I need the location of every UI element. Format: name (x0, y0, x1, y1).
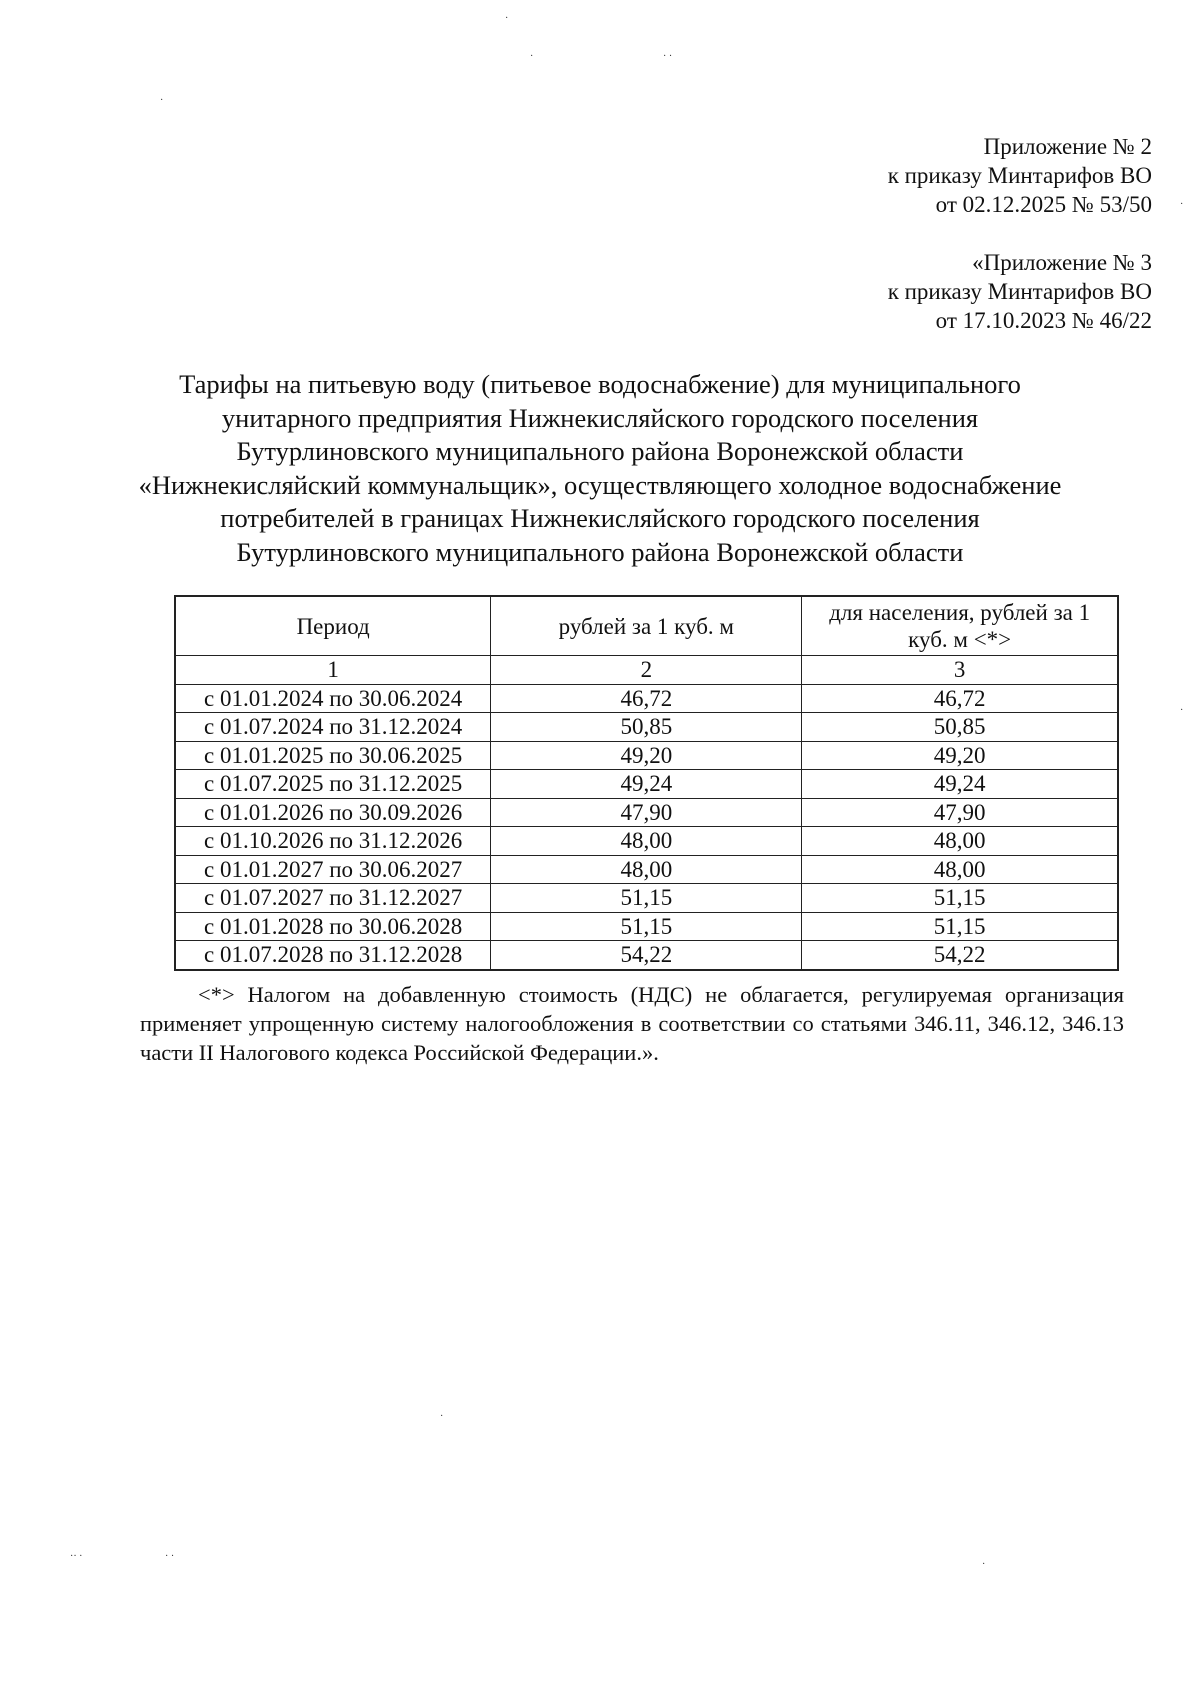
table-row (175, 741, 1118, 770)
period-cell: с 01.07.2024 по 31.12.2024 (175, 713, 491, 742)
scan-speck: · · (663, 51, 673, 62)
table-row (175, 713, 1118, 742)
table-row (175, 855, 1118, 884)
period-cell: с 01.01.2025 по 30.06.2025 (175, 741, 491, 770)
table-body (175, 656, 1118, 970)
scan-speck: · (1180, 199, 1184, 210)
header-tariff: рублей за 1 куб. м (491, 596, 802, 656)
period-cell: с 01.01.2028 по 30.06.2028 (175, 912, 491, 941)
appendix-order-date: от 17.10.2023 № 46/22 (935, 308, 1152, 333)
tariff-cell: 50,85 (491, 713, 802, 742)
tariff-cell: 51,15 (491, 912, 802, 941)
title-line: Бутурлиновского муниципального района Воронежской области (236, 536, 964, 567)
scan-speck: · (440, 1411, 444, 1422)
column-number-row (175, 656, 1118, 685)
appendix-order-date: от 02.12.2025 № 53/50 (935, 192, 1152, 217)
population-tariff-cell: 50,85 (802, 713, 1118, 742)
tariff-cell: 49,20 (491, 741, 802, 770)
population-tariff-cell: 49,24 (802, 770, 1118, 799)
tariff-cell: 51,15 (491, 884, 802, 913)
column-number: 1 (175, 656, 491, 685)
population-tariff-cell: 51,15 (802, 912, 1118, 941)
appendix-previous-header (888, 248, 1152, 335)
population-tariff-cell: 48,00 (802, 855, 1118, 884)
appendix-order-ref: к приказу Минтарифов ВО (887, 279, 1152, 304)
header-period: Период (175, 596, 491, 656)
tariff-cell: 49,24 (491, 770, 802, 799)
tariff-table (174, 595, 1119, 971)
header-tariff-population: для населения, рублей за 1 куб. м <*> (802, 596, 1118, 656)
title-line: «Нижнекисляйский коммунальщик», осуществляющего холодное водоснабжение (138, 469, 1062, 500)
table-row (175, 827, 1118, 856)
scan-speck: · (505, 13, 509, 24)
period-cell: с 01.07.2027 по 31.12.2027 (175, 884, 491, 913)
tariff-cell: 47,90 (491, 798, 802, 827)
column-number: 3 (802, 656, 1118, 685)
table-row (175, 884, 1118, 913)
population-tariff-cell: 54,22 (802, 941, 1118, 970)
table-row (175, 941, 1118, 970)
population-tariff-cell: 49,20 (802, 741, 1118, 770)
footnote (140, 980, 1124, 1067)
period-cell: с 01.10.2026 по 31.12.2026 (175, 827, 491, 856)
population-tariff-cell: 48,00 (802, 827, 1118, 856)
scan-speck: · (1180, 705, 1184, 716)
tariff-cell: 46,72 (491, 684, 802, 713)
tariff-cell: 54,22 (491, 941, 802, 970)
tariff-cell: 48,00 (491, 855, 802, 884)
appendix-number: «Приложение № 3 (972, 250, 1152, 275)
table-row (175, 912, 1118, 941)
table-row (175, 798, 1118, 827)
tariff-cell: 48,00 (491, 827, 802, 856)
scan-speck: · (530, 51, 534, 62)
scan-speck: · · (165, 1551, 175, 1562)
period-cell: с 01.01.2027 по 30.06.2027 (175, 855, 491, 884)
period-cell: с 01.07.2028 по 31.12.2028 (175, 941, 491, 970)
population-tariff-cell: 51,15 (802, 884, 1118, 913)
title-line: Бутурлиновского муниципального района Воронежской области (236, 436, 964, 466)
title-line: потребителей в границах Нижнекисляйского городского поселения (220, 503, 980, 533)
title-line: Тарифы на питьевую воду (питьевое водоснабжение) для муниципального (179, 369, 1021, 399)
document-title (120, 368, 1080, 569)
appendix-order-ref: к приказу Минтарифов ВО (887, 163, 1152, 188)
appendix-current-header (888, 132, 1152, 219)
scan-speck: · (160, 95, 164, 106)
table-header (175, 596, 1118, 656)
column-number: 2 (491, 656, 802, 685)
period-cell: с 01.01.2024 по 30.06.2024 (175, 684, 491, 713)
scan-speck: · (982, 1559, 986, 1570)
period-cell: с 01.07.2025 по 31.12.2025 (175, 770, 491, 799)
population-tariff-cell: 46,72 (802, 684, 1118, 713)
table-row (175, 770, 1118, 799)
footnote-text: <*> Налогом на добавленную стоимость (НДС) не облагается, регулируемая организация применяет упрощенную систему налогообложения в соответствии со статьями 346.11, 346.12, 346.13 части II Налогового кодекса Российской Федерации.». (140, 982, 1124, 1065)
period-cell: с 01.01.2026 по 30.09.2026 (175, 798, 491, 827)
appendix-number: Приложение № 2 (983, 134, 1152, 159)
population-tariff-cell: 47,90 (802, 798, 1118, 827)
title-line: унитарного предприятия Нижнекисляйского городского поселения (221, 402, 979, 433)
scan-speck: ·· · (70, 1551, 83, 1562)
table-row (175, 684, 1118, 713)
